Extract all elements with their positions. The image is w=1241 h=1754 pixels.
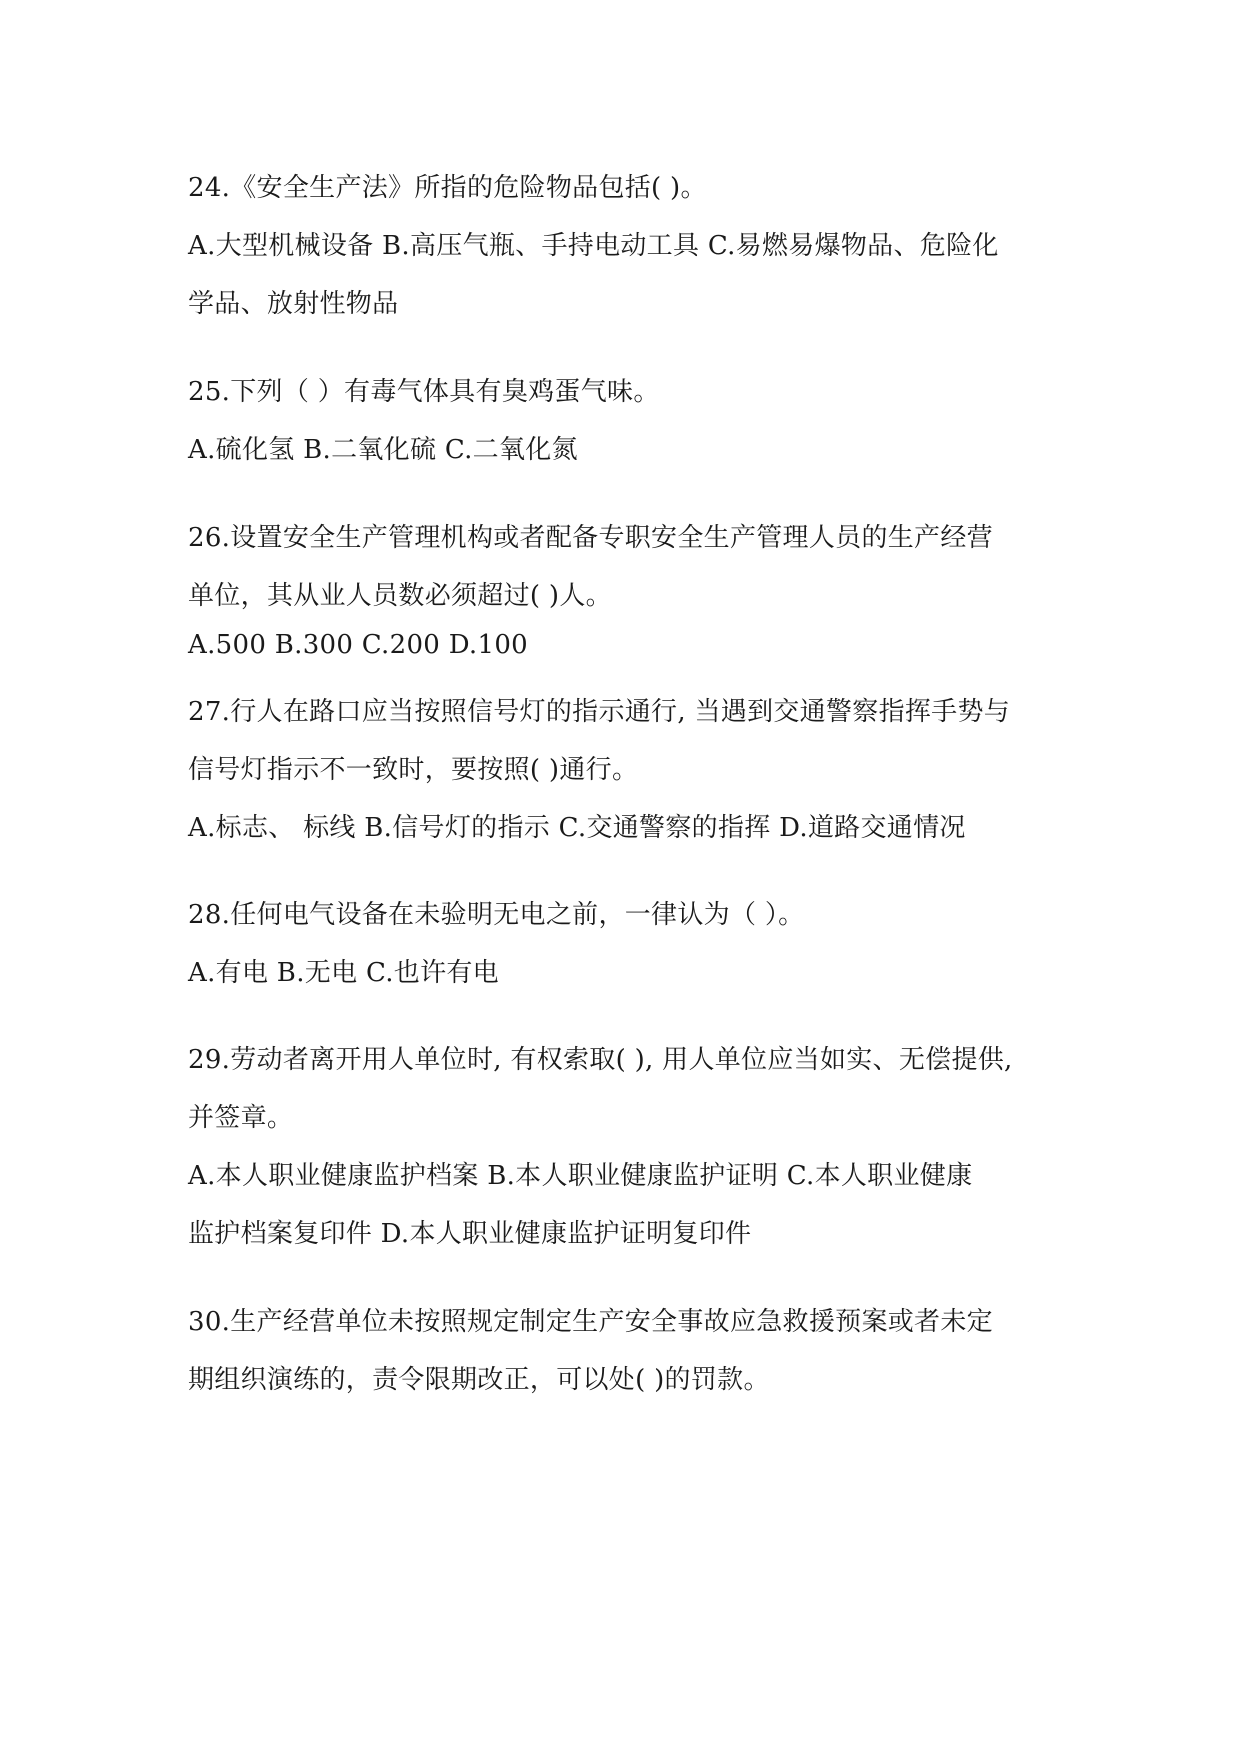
question-24-options-cont: 学品、放射性物品 [188, 289, 399, 319]
question-28-text: 28.任何电气设备在未验明无电之前，一律认为（ ）。 [188, 900, 805, 930]
question-24-text: 24.《安全生产法》所指的危险物品包括( )。 [188, 173, 707, 203]
question-26-options: A.500 B.300 C.200 D.100 [188, 630, 529, 660]
question-29-text-cont: 并签章。 [188, 1103, 294, 1133]
question-27-text: 27.行人在路口应当按照信号灯的指示通行, 当遇到交通警察指挥手势与 [188, 697, 1011, 727]
question-26-text-cont: 单位，其从业人员数必须超过( )人。 [188, 581, 612, 611]
question-29-options: A.本人职业健康监护档案 B.本人职业健康监护证明 C.本人职业健康 [188, 1161, 973, 1191]
question-27-options: A.标志、 标线 B.信号灯的指示 C.交通警察的指挥 D.道路交通情况 [188, 813, 966, 843]
question-30-text: 30.生产经营单位未按照规定制定生产安全事故应急救援预案或者未定 [188, 1307, 993, 1337]
question-30-text-cont: 期组织演练的，责令限期改正，可以处( )的罚款。 [188, 1365, 770, 1395]
question-26-text: 26.设置安全生产管理机构或者配备专职安全生产管理人员的生产经营 [188, 523, 993, 553]
question-25-text: 25.下列（ ）有毒气体具有臭鸡蛋气味。 [188, 377, 660, 407]
question-24-options: A.大型机械设备 B.高压气瓶、手持电动工具 C.易燃易爆物品、危险化 [188, 231, 999, 261]
question-27-text-cont: 信号灯指示不一致时，要按照( )通行。 [188, 755, 639, 785]
question-25-options: A.硫化氢 B.二氧化硫 C.二氧化氮 [188, 435, 578, 465]
question-29-text: 29.劳动者离开用人单位时, 有权索取( ), 用人单位应当如实、无偿提供, [188, 1045, 1013, 1075]
question-29-options-cont: 监护档案复印件 D.本人职业健康监护证明复印件 [188, 1219, 752, 1249]
question-28-options: A.有电 B.无电 C.也许有电 [188, 958, 499, 988]
